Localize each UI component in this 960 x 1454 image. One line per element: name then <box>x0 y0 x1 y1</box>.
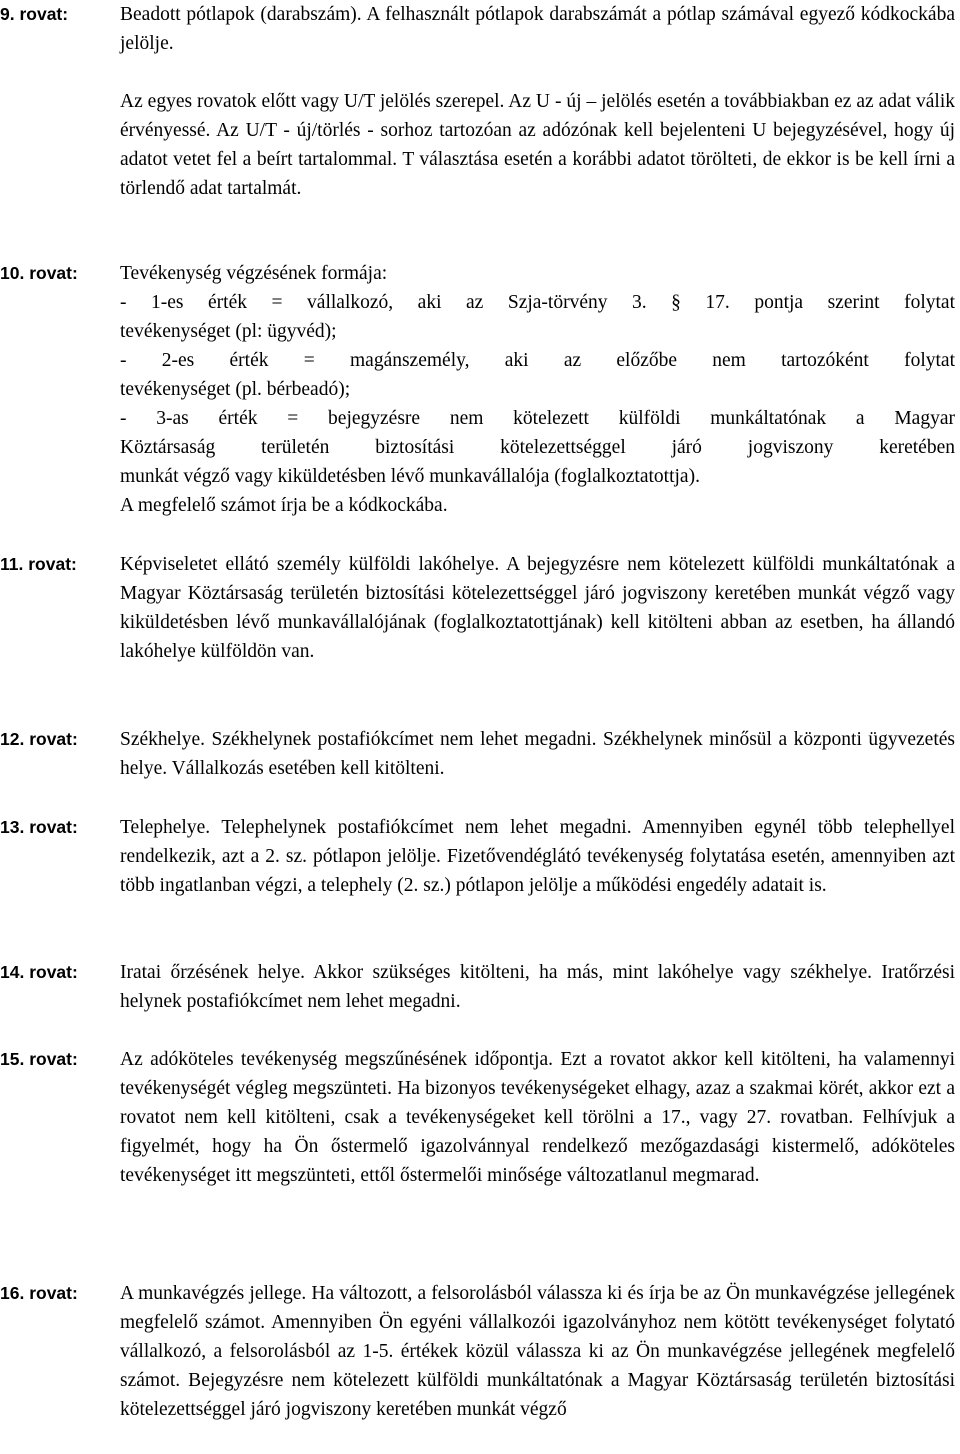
section-label: 13. rovat: <box>0 817 78 837</box>
section-body <box>120 0 955 203</box>
section-label: 16. rovat: <box>0 1283 78 1303</box>
paragraph: Iratai őrzésének helye. Akkor szükséges kitölteni, ha más, mint lakóhelye vagy székhelye. Iratőrzési helynek postafiókcímet nem lehet megadni. <box>120 962 955 1012</box>
section-label: 15. rovat: <box>0 1049 78 1069</box>
section-body <box>120 813 955 900</box>
section-line: A megfelelő számot írja be a kódkockába. <box>120 495 448 516</box>
section-body <box>120 725 955 783</box>
section-body <box>120 259 955 520</box>
section-body <box>120 958 955 1016</box>
section-line: tevékenységet (pl. bérbeadó); <box>120 379 351 400</box>
section-line: tevékenységet (pl: ügyvéd); <box>120 321 337 342</box>
section-body <box>120 1045 955 1190</box>
paragraph: Székhelye. Székhelynek postafiókcímet nem lehet megadni. Székhelynek minősül a központi ügyvezetés helye. Vállalkozás esetében kell kitölteni. <box>120 729 955 779</box>
section-line: Köztársaság területén biztosítási kötelezettséggel járó jogviszony keretében <box>120 437 955 458</box>
section-label: 14. rovat: <box>0 962 78 982</box>
paragraph: A munkavégzés jellege. Ha változott, a felsorolásból válassza ki és írja be az Ön munkavégzése jellegének megfelelő számot. Amennyiben Ön egyéni vállalkozói igazolványhoz nem kötött tevékenységet folytató vállalkozó, a felsorolásból az 1-5. értékek közül válassza ki az Ön munkavégzése jellegének megfelelő számot. Bejegyzésre nem kötelezett külföldi munkáltatónak a Magyar Köztársaság területén biztosítási kötelezettséggel járó jogviszony keretében munkát végző <box>120 1283 955 1420</box>
paragraph: Képviseletet ellátó személy külföldi lakóhelye. A bejegyzésre nem kötelezett külföldi munkáltatónak a Magyar Köztársaság területén biztosítási kötelezettséggel járó jogviszony keretében munkát végző vagy kiküldetésben lévő munkavállalójának (foglalkoztatottjának) kell kitölteni abban az esetben, ha állandó lakóhelye külföldön van. <box>120 554 955 662</box>
paragraph: Az egyes rovatok előtt vagy U/T jelölés szerepel. Az U - új – jelölés esetén a továbbiakban ez az adat válik érvényessé. Az U/T - új/törlés - sorhoz tartozóan az adózónak kell bejelenteni U bejegyzésével, hogy új adatot vetet fel a beírt tartalommal. T választása esetén a korábbi adatot törölteti, de ekkor is be kell írni a törlendő adat tartalmát. <box>120 91 955 199</box>
section-body <box>120 550 955 666</box>
section-label: 11. rovat: <box>0 554 77 574</box>
section-label: 9. rovat: <box>0 4 69 24</box>
paragraph: Telephelye. Telephelynek postafiókcímet nem lehet megadni. Amennyiben egynél több telephellyel rendelkezik, azt a 2. sz. pótlapon jelölje. Fizetővendéglátó tevékenység folytatása esetén, amennyiben azt több ingatlanban végzi, a telephely (2. sz.) pótlapon jelölje a működési engedély adatait is. <box>120 817 955 896</box>
section-line: Tevékenység végzésének formája: <box>120 263 388 284</box>
section-line: - 2-es érték = magánszemély, aki az előzőbe nem tartozóként folytat <box>120 350 955 371</box>
section-line: - 1-es érték = vállalkozó, aki az Szja-törvény 3. § 17. pontja szerint folytat <box>120 292 955 313</box>
section-body <box>120 1279 955 1424</box>
section-line: - 3-as érték = bejegyzésre nem kötelezett külföldi munkáltatónak a Magyar <box>120 408 955 429</box>
paragraph: Az adóköteles tevékenység megszűnésének időpontja. Ezt a rovatot akkor kell kitölteni, ha valamennyi tevékenységét végleg megszünteti. Ha bizonyos tevékenységeket elhagy, azaz a szakmai körét, akkor ezt a rovatot nem kell kitölteni, csak a tevékenységeket kell törölni a 17., vagy 27. rovatban. Felhívjuk a figyelmét, hogy ha Ön őstermelő igazolvánnyal rendelkező mezőgazdasági kistermelő, adóköteles tevékenységet itt megszünteti, ettől őstermelői minősége változatlanul megmarad. <box>120 1049 955 1186</box>
section-label: 12. rovat: <box>0 729 78 749</box>
paragraph: Beadott pótlapok (darabszám). A felhasznált pótlapok darabszámát a pótlap számával egyező kódkockába jelölje. <box>120 4 955 54</box>
section-label: 10. rovat: <box>0 263 78 283</box>
section-line: munkát végző vagy kiküldetésben lévő munkavállalója (foglalkoztatottja). <box>120 466 700 487</box>
